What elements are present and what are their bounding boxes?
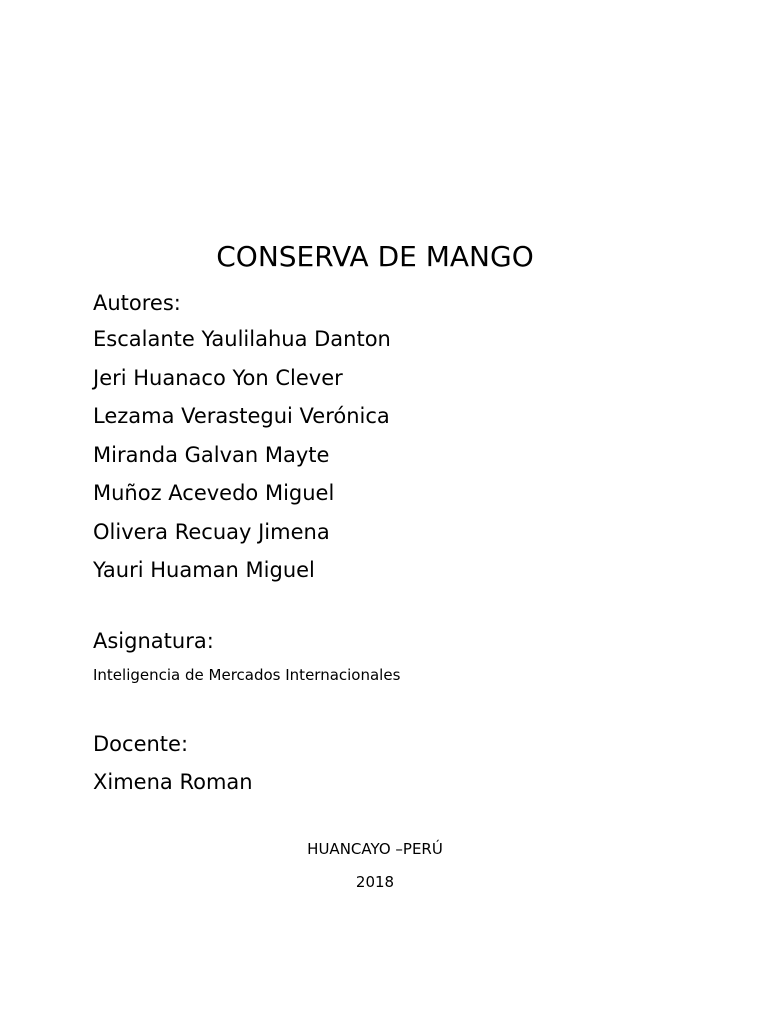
author-item: Muñoz Acevedo Miguel <box>93 481 335 505</box>
author-item: Jeri Huanaco Yon Clever <box>93 365 343 390</box>
document-title: CONSERVA DE MANGO <box>216 240 534 273</box>
authors-label: Autores: <box>93 291 181 315</box>
teacher-name: Ximena Roman <box>93 770 253 794</box>
author-item: Lezama Verastegui Verónica <box>93 404 390 428</box>
subject-label: Asignatura: <box>93 629 214 653</box>
author-item: Miranda Galvan Mayte <box>93 442 330 467</box>
author-item: Olivera Recuay Jimena <box>93 519 330 544</box>
teacher-label: Docente: <box>93 732 189 756</box>
authors-list <box>93 325 713 595</box>
place-text: HUANCAYO –PERÚ <box>307 840 443 858</box>
subject-name: Inteligencia de Mercados Internacionales <box>93 666 401 684</box>
author-item: Yauri Huaman Miguel <box>93 558 315 582</box>
author-item: Escalante Yaulilahua Danton <box>93 327 391 351</box>
year-text: 2018 <box>355 873 395 891</box>
